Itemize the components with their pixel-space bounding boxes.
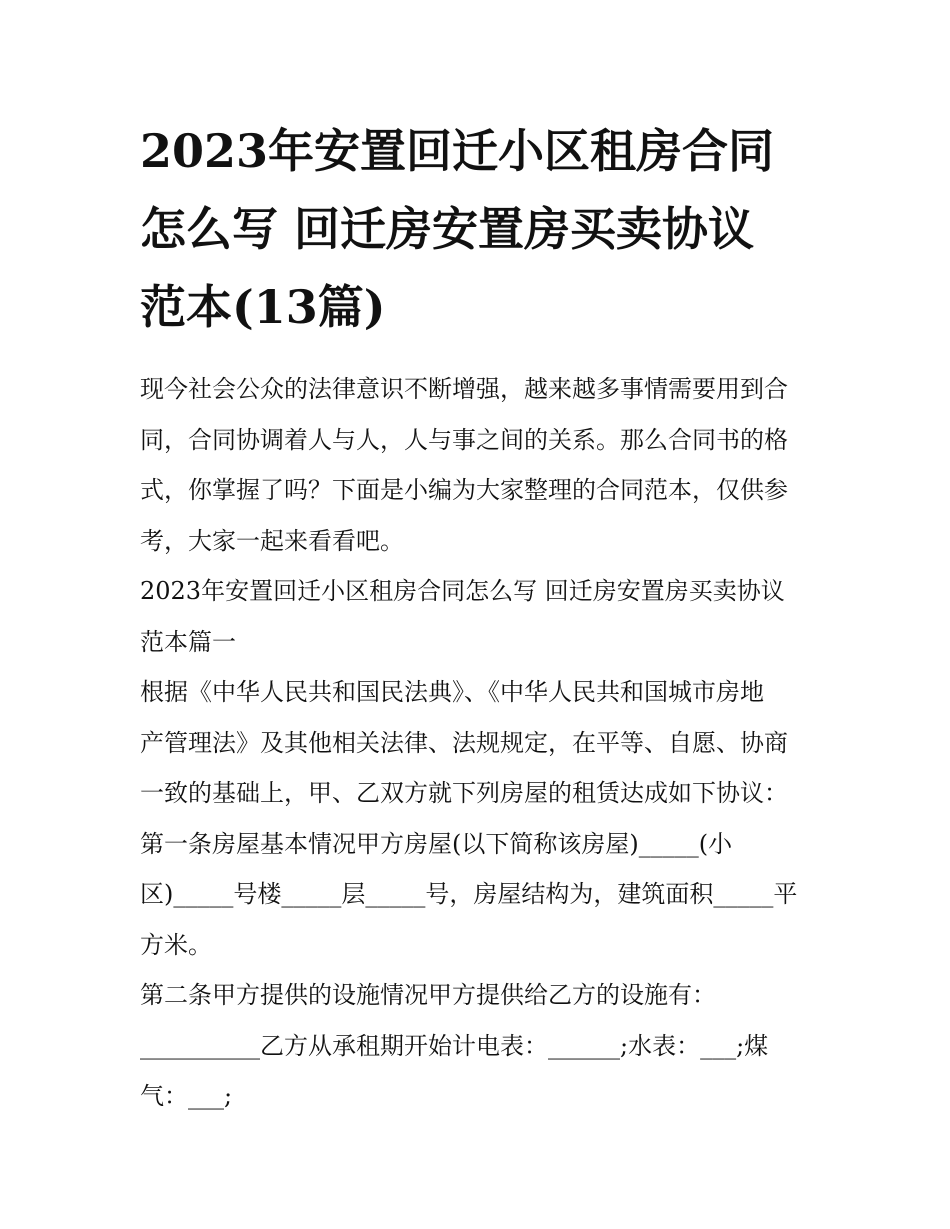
article-two-line: __________乙方从承租期开始计电表：______;水表：___;煤 (140, 1031, 769, 1060)
document-page (140, 112, 820, 1122)
intro-paragraph-line: 考，大家一起来看看吧。 (140, 526, 404, 555)
article-one-line: 方米。 (140, 930, 212, 959)
intro-paragraph-line: 同，合同协调着人与人，人与事之间的关系。那么合同书的格 (140, 425, 788, 454)
title-line: 怎么写 回迁房安置房买卖协议 (140, 202, 755, 256)
article-two-line: 气：___; (140, 1082, 233, 1110)
intro-paragraph-line: 现今社会公众的法律意识不断增强，越来越多事情需要用到合 (140, 375, 788, 403)
title-line: 范本(13篇) (140, 280, 386, 334)
section-heading-line: 2023年安置回迁小区租房合同怎么写 回迁房安置房买卖协议 (140, 577, 785, 605)
article-two-line: 第二条甲方提供的设施情况甲方提供给乙方的设施有： (140, 981, 716, 1009)
preamble-paragraph-line: 一致的基础上，甲、乙双方就下列房屋的租赁达成如下协议： (140, 779, 788, 807)
document-body (140, 364, 820, 1122)
section-heading-line: 范本篇一 (140, 627, 236, 656)
preamble-paragraph-line: 产管理法》及其他相关法律、法规规定，在平等、自愿、协商 (140, 728, 788, 757)
article-one-line: 区)_____号楼_____层_____号，房屋结构为，建筑面积_____平 (140, 880, 798, 908)
intro-paragraph-line: 式，你掌握了吗？下面是小编为大家整理的合同范本，仅供参 (140, 476, 788, 504)
preamble-paragraph-line: 根据《中华人民共和国民法典》、《中华人民共和国城市房地 (140, 678, 764, 706)
title-line: 2023年安置回迁小区租房合同 (140, 124, 775, 178)
article-one-line: 第一条房屋基本情况甲方房屋(以下简称该房屋)_____(小 (140, 829, 733, 858)
document-title (140, 112, 820, 346)
